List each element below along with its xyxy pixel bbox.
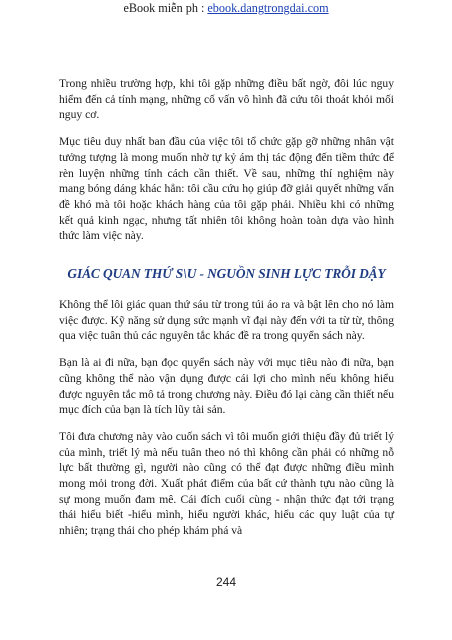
- page-body: [59, 76, 394, 550]
- paragraph: Trong nhiều trường hợp, khi tôi gặp những điều bất ngờ, đôi lúc nguy hiểm đến cả tính mạng, những cố vấn vô hình đã cứu tôi thoát khỏi mối nguy cơ.: [59, 77, 394, 122]
- page-number: 244: [215, 575, 237, 589]
- header-link[interactable]: ebook.dangtrongdai.com: [207, 1, 329, 15]
- paragraph: Bạn là ai đi nữa, bạn đọc quyển sách này với mục tiêu nào đi nữa, bạn cũng không thể nào vận dụng được cái lợi cho mình nếu không hiểu được nguyên tắc mô tả trong chương này. Điều đó lại càng cần thiết nếu mục đích của bạn là tích lũy tài sản.: [59, 356, 394, 417]
- paragraph: Tôi đưa chương này vào cuốn sách vì tôi muốn giới thiệu đầy đủ triết lý của mình, triết lý mà nếu tuân theo nó thì không cần phải có những nỗ lực bất thường gì, người nào cũng có thể đạt được những điều mình mong mỏi trong đời. Xuất phát điểm của bất cứ thành tựu nào cũng là sự mong muốn đam mê. Cái đích cuối cùng - nhận thức đạt tới trạng thái hiểu biết -hiểu mình, hiểu người khác, hiểu các quy luật của tự nhiên; trạng thái cho phép khám phá và: [59, 429, 394, 538]
- paragraph: Không thể lôi giác quan thứ sáu từ trong túi áo ra và bật lên cho nó làm việc được. Kỹ năng sử dụng sức mạnh vĩ đại này đến với ta từ từ, thông qua việc tuân thủ các nguyên tắc khác đề ra trong quyển sách này.: [59, 298, 394, 343]
- page-header: [0, 1, 452, 16]
- header-prefix: eBook miễn ph :: [123, 1, 208, 15]
- paragraph: Mục tiêu duy nhất ban đầu của việc tôi tổ chức gặp gỡ những nhân vật tưởng tượng là mong muốn nhờ tự kỷ ám thị tác động đến tiềm thức để rèn luyện những tính cách cần thiết. Về sau, những thí nghiệm này mang bóng dáng khác hẳn: tôi cầu cứu họ giúp đỡ giải quyết những vấn đề khó mà tôi hoặc khách hàng của tôi gặp phải. Nhiều khi có những kết quả kinh ngạc, nhưng tất nhiên tôi không hoàn toàn dựa vào hình thức làm việc này.: [59, 135, 394, 243]
- section-heading: GIÁC QUAN THỨ S\U - NGUỒN SINH LỰC TRỖI DẬY: [67, 266, 386, 282]
